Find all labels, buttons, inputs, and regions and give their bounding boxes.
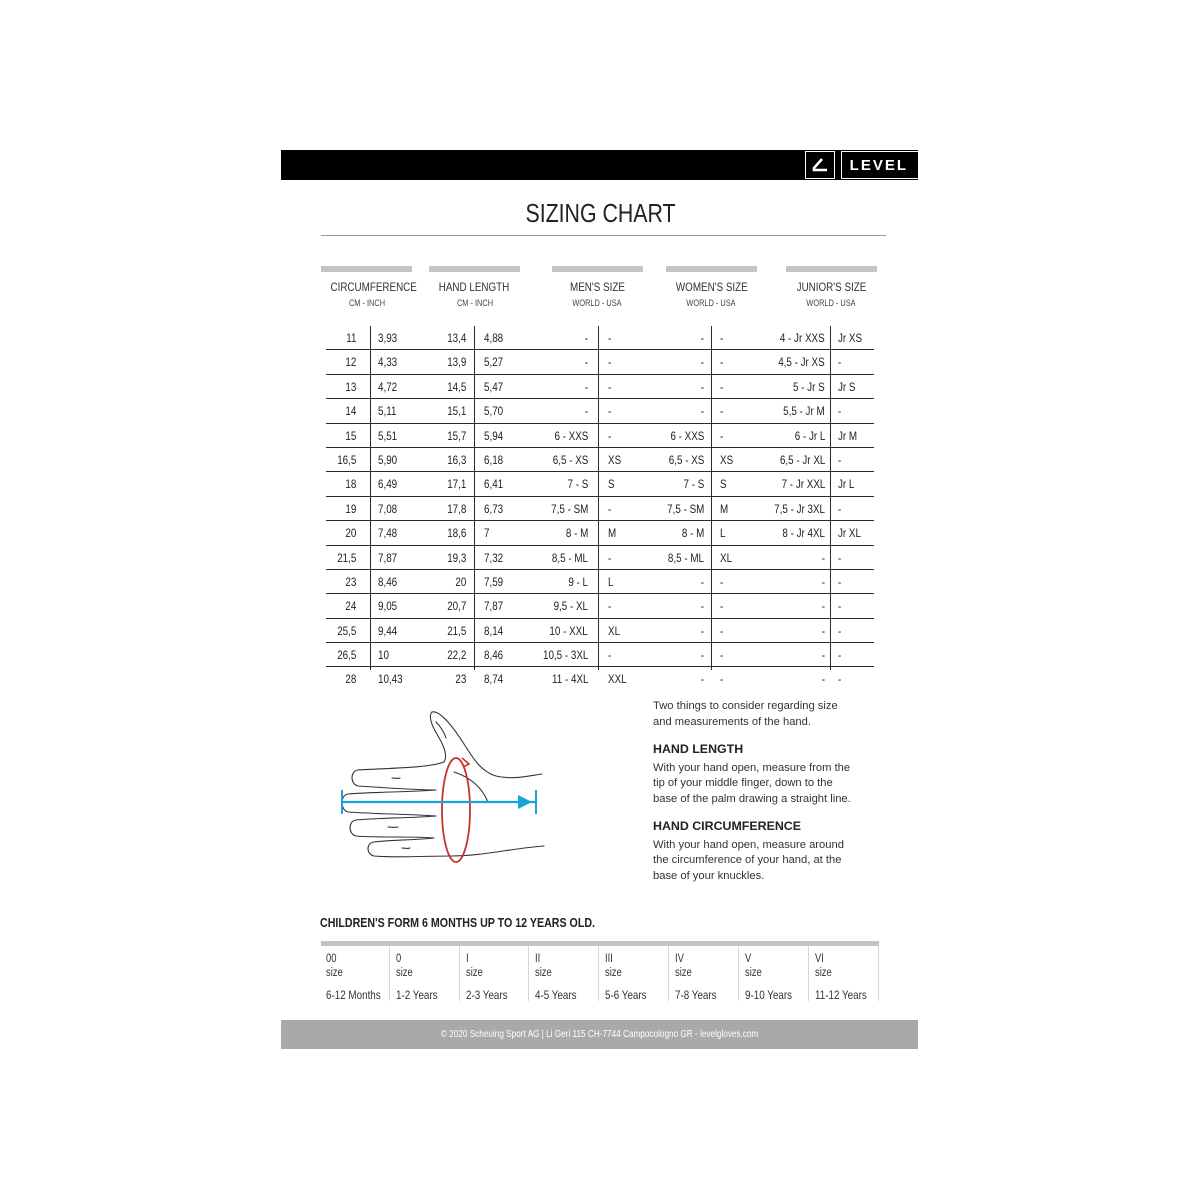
children-size-item [745, 952, 802, 1002]
children-size-code: V [744, 953, 752, 965]
table-row [326, 521, 874, 545]
cell-juniors-usa: - [838, 672, 842, 687]
cell-womens-usa: S [720, 477, 727, 492]
cell-mens-usa: - [608, 428, 612, 443]
cell-mens-usa: - [608, 404, 612, 419]
cell-mens-world: - [584, 331, 588, 345]
table-row [326, 594, 874, 618]
cell-mens-usa: S [608, 477, 615, 492]
cell-circ-cm: 13 [345, 379, 356, 394]
table-row [326, 375, 874, 399]
cell-mens-usa: - [608, 355, 612, 370]
cell-womens-usa: XL [720, 550, 733, 565]
children-size-label: size [744, 967, 762, 979]
children-size-code: IV [675, 953, 684, 965]
cell-circ-cm: 21,5 [336, 550, 356, 565]
cell-length-inch: 6,18 [484, 452, 504, 467]
measurement-instructions [653, 699, 853, 884]
cell-juniors-usa: - [838, 501, 842, 516]
cell-mens-usa: - [608, 379, 612, 394]
children-size-label: size [395, 967, 413, 979]
brand-name: LEVEL [841, 151, 918, 179]
cell-circ-cm: 12 [345, 355, 356, 370]
cell-circ-cm: 16,5 [336, 452, 356, 467]
children-size-divider [808, 946, 809, 1001]
cell-length-cm: 22,2 [446, 648, 466, 663]
cell-circ-inch: 6,49 [378, 477, 398, 492]
cell-circ-inch: 4,33 [378, 355, 398, 370]
cell-womens-usa: - [720, 599, 724, 614]
cell-circ-inch: 5,51 [378, 428, 398, 443]
cell-womens-world: 7,5 - SM [666, 501, 704, 516]
cell-mens-world: 10 - XXL [549, 623, 588, 638]
cell-juniors-world: - [821, 550, 825, 565]
cell-juniors-usa: - [838, 550, 842, 565]
hand-measurement-illustration [332, 706, 550, 866]
table-row [326, 570, 874, 594]
cell-juniors-usa: - [838, 355, 842, 370]
page-title: SIZING CHART [524, 198, 676, 228]
cell-mens-world: - [584, 404, 588, 419]
cell-juniors-world: 7 - Jr XXL [781, 477, 825, 492]
cell-juniors-world: 4,5 - Jr XS [778, 355, 825, 370]
cell-length-cm: 21,5 [446, 623, 466, 638]
cell-circ-inch: 7,08 [378, 501, 398, 516]
cell-circ-inch: 7,48 [378, 526, 398, 541]
cell-length-cm: 15,7 [446, 428, 466, 443]
header-bar [281, 150, 918, 180]
children-size-divider [528, 946, 529, 1001]
cell-womens-world: 8,5 - ML [667, 550, 704, 565]
cell-womens-usa: - [720, 672, 724, 687]
cell-womens-usa: - [720, 379, 724, 394]
children-size-divider [389, 946, 390, 1001]
cell-circ-inch: 7,87 [378, 550, 398, 565]
children-size-item [466, 952, 517, 1002]
cell-womens-world: 8 - M [681, 526, 704, 541]
cell-juniors-usa: - [838, 574, 842, 589]
header-hand-length: HAND LENGTH CM - INCH [429, 266, 520, 308]
cell-length-cm: 17,1 [446, 477, 466, 492]
cell-womens-world: - [700, 379, 704, 394]
cell-length-inch: 7,32 [484, 550, 504, 565]
cell-mens-world: 9,5 - XL [553, 599, 588, 614]
cell-length-inch: 6,73 [484, 501, 504, 516]
children-size-code: I [465, 953, 469, 965]
cell-mens-usa: L [608, 574, 614, 589]
table-row [326, 424, 874, 448]
hand-circumference-heading: HAND CIRCUMFERENCE [653, 819, 801, 833]
cell-circ-inch: 8,46 [378, 574, 398, 589]
cell-length-cm: 23 [455, 672, 466, 687]
children-age-range: 5-6 Years [605, 988, 647, 1002]
cell-length-inch: 7,59 [484, 574, 504, 589]
cell-length-cm: 16,3 [446, 452, 466, 467]
children-size-code: 00 [326, 953, 337, 965]
cell-mens-world: 6,5 - XS [552, 452, 588, 467]
cell-length-cm: 13,4 [446, 331, 466, 345]
cell-mens-usa: - [608, 599, 612, 614]
children-age-range: 9-10 Years [744, 988, 792, 1002]
cell-juniors-usa: - [838, 452, 842, 467]
cell-juniors-usa: Jr L [838, 477, 855, 492]
cell-juniors-world: 6,5 - Jr XL [779, 452, 825, 467]
children-age-range: 11-12 Years [814, 988, 867, 1002]
cell-womens-world: - [700, 623, 704, 638]
cell-juniors-usa: - [838, 623, 842, 638]
cell-womens-usa: - [720, 648, 724, 663]
cell-womens-world: - [700, 331, 704, 345]
cell-juniors-usa: - [838, 648, 842, 663]
children-size-label: size [605, 967, 622, 979]
cell-juniors-world: - [821, 672, 825, 687]
cell-womens-world: - [700, 574, 704, 589]
cell-juniors-usa: Jr S [838, 379, 856, 394]
children-size-label: size [814, 967, 832, 979]
cell-juniors-world: - [821, 623, 825, 638]
cell-mens-usa: M [608, 526, 617, 541]
cell-circ-inch: 9,05 [378, 599, 398, 614]
cell-mens-world: - [584, 355, 588, 370]
cell-mens-usa: - [608, 648, 612, 663]
cell-womens-world: - [700, 404, 704, 419]
cell-mens-usa: - [608, 550, 612, 565]
table-row [326, 643, 874, 667]
table-row [326, 619, 874, 643]
children-size-divider [878, 946, 879, 1001]
children-size-divider [738, 946, 739, 1001]
children-size-item [675, 952, 726, 1002]
header-mens-size: MEN'S SIZE WORLD - USA [552, 266, 643, 308]
cell-length-inch: 5,47 [484, 379, 504, 394]
cell-womens-usa: - [720, 355, 724, 370]
cell-circ-cm: 26,5 [336, 648, 356, 663]
cell-length-inch: 7,87 [484, 599, 504, 614]
cell-circ-cm: 11 [345, 331, 356, 345]
cell-juniors-usa: Jr M [838, 428, 858, 443]
cell-womens-usa: - [720, 574, 724, 589]
cell-mens-world: 7,5 - SM [550, 501, 588, 516]
children-size-code: 0 [395, 953, 402, 965]
cell-womens-usa: XS [720, 452, 734, 467]
cell-juniors-world: 7,5 - Jr 3XL [774, 501, 825, 516]
cell-length-inch: 8,74 [484, 672, 504, 687]
cell-mens-world: - [584, 379, 588, 394]
cell-mens-world: 9 - L [568, 574, 588, 589]
cell-circ-inch: 3,93 [378, 331, 398, 345]
cell-length-cm: 13,9 [446, 355, 466, 370]
cell-juniors-world: 5,5 - Jr M [783, 404, 825, 419]
children-size-divider [668, 946, 669, 1001]
cell-circ-cm: 24 [345, 599, 356, 614]
cell-circ-inch: 5,90 [378, 452, 398, 467]
cell-length-inch: 5,70 [484, 404, 504, 419]
cell-circ-inch: 9,44 [378, 623, 398, 638]
cell-circ-cm: 28 [345, 672, 356, 687]
children-size-label: size [675, 967, 692, 979]
cell-juniors-world: 6 - Jr L [794, 428, 825, 443]
children-size-code: VI [814, 953, 824, 965]
cell-mens-usa: XXL [608, 672, 627, 687]
header-womens-size: WOMEN'S SIZE WORLD - USA [666, 266, 757, 308]
cell-juniors-world: - [821, 648, 825, 663]
children-age-range: 7-8 Years [675, 988, 717, 1002]
cell-length-cm: 20 [455, 574, 466, 589]
cell-juniors-usa: Jr XL [838, 526, 861, 541]
table-row [326, 497, 874, 521]
cell-womens-usa: M [720, 501, 729, 516]
cell-length-cm: 19,3 [446, 550, 466, 565]
cell-length-cm: 17,8 [446, 501, 466, 516]
cell-juniors-world: - [821, 574, 825, 589]
cell-juniors-world: 5 - Jr S [793, 379, 825, 394]
cell-womens-world: - [700, 672, 704, 687]
cell-circ-cm: 19 [345, 501, 356, 516]
table-row [326, 399, 874, 423]
instructions-intro: Two things to consider regarding size and measurements of the hand. [653, 700, 838, 728]
children-size-code: III [605, 953, 614, 965]
cell-length-cm: 15,1 [446, 404, 466, 419]
hand-length-text: With your hand open, measure from the tip of your middle finger, down to the base of the palm drawing a straight line. [653, 761, 851, 805]
children-size-code: II [535, 953, 541, 965]
cell-mens-world: 7 - S [567, 477, 588, 492]
table-row [326, 667, 874, 690]
header-juniors-size: JUNIOR'S SIZE WORLD - USA [786, 266, 877, 308]
cell-juniors-usa: - [838, 404, 842, 419]
cell-juniors-world: 8 - Jr 4XL [782, 526, 825, 541]
table-row [326, 546, 874, 570]
cell-length-cm: 20,7 [446, 599, 466, 614]
cell-circ-cm: 20 [345, 526, 356, 541]
cell-womens-world: 6 - XXS [670, 428, 704, 443]
cell-circ-inch: 10 [378, 648, 389, 663]
cell-womens-world: 6,5 - XS [668, 452, 704, 467]
children-size-label: size [465, 967, 483, 979]
cell-length-inch: 4,88 [484, 331, 504, 345]
cell-mens-world: 6 - XXS [554, 428, 588, 443]
cell-mens-usa: - [608, 331, 612, 345]
children-size-item [396, 952, 447, 1002]
children-size-divider [598, 946, 599, 1001]
footer: © 2020 Scheuing Sport AG | Li Geri 115 CH-7744 Campocologno GR - levelgloves.com [281, 1020, 918, 1049]
cell-length-inch: 7 [484, 526, 490, 541]
cell-circ-inch: 10,43 [378, 672, 403, 687]
table-row [326, 350, 874, 374]
cell-mens-usa: XL [608, 623, 621, 638]
cell-mens-world: 11 - 4XL [551, 672, 588, 687]
cell-mens-world: 10,5 - 3XL [542, 648, 588, 663]
children-age-range: 1-2 Years [395, 988, 438, 1002]
cell-womens-world: - [700, 599, 704, 614]
cell-womens-usa: L [720, 526, 726, 541]
children-size-item [815, 952, 878, 1002]
table-row [326, 472, 874, 496]
children-section-title: CHILDREN'S FORM 6 MONTHS UP TO 12 YEARS OLD. [320, 915, 595, 930]
cell-womens-usa: - [720, 623, 724, 638]
cell-womens-usa: - [720, 331, 724, 345]
children-age-range: 6-12 Months [326, 988, 381, 1002]
cell-womens-usa: - [720, 404, 724, 419]
cell-womens-usa: - [720, 428, 724, 443]
table-row [326, 448, 874, 472]
cell-length-inch: 5,27 [484, 355, 504, 370]
children-size-label: size [535, 967, 553, 979]
cell-circ-inch: 4,72 [378, 379, 398, 394]
cell-length-inch: 5,94 [484, 428, 504, 443]
cell-mens-usa: - [608, 501, 612, 516]
children-size-item [535, 952, 586, 1002]
level-logo-icon [805, 151, 835, 179]
cell-circ-cm: 14 [345, 404, 356, 419]
sizing-table [326, 326, 874, 691]
children-sizes [321, 946, 879, 1001]
children-size-item [605, 952, 656, 1002]
cell-length-inch: 8,14 [484, 623, 504, 638]
header-circumference: CIRCUMFERENCE CM - INCH [321, 266, 412, 308]
cell-length-cm: 14,5 [446, 379, 466, 394]
brand-logo [805, 150, 918, 180]
cell-length-inch: 8,46 [484, 648, 504, 663]
cell-circ-cm: 25,5 [336, 623, 356, 638]
children-size-label: size [326, 967, 343, 979]
cell-circ-inch: 5,11 [378, 404, 397, 419]
cell-juniors-world: 4 - Jr XXS [780, 331, 825, 345]
title-divider [321, 235, 886, 236]
cell-womens-world: 7 - S [683, 477, 704, 492]
cell-length-cm: 18,6 [446, 526, 466, 541]
children-size-item [326, 952, 393, 1002]
cell-mens-world: 8,5 - ML [551, 550, 588, 565]
cell-mens-usa: XS [608, 452, 622, 467]
cell-length-inch: 6,41 [484, 477, 504, 492]
children-size-divider [459, 946, 460, 1001]
children-age-range: 2-3 Years [465, 988, 508, 1002]
table-row [326, 326, 874, 350]
children-age-range: 4-5 Years [535, 988, 577, 1002]
cell-womens-world: - [700, 355, 704, 370]
cell-mens-world: 8 - M [565, 526, 588, 541]
cell-juniors-usa: - [838, 599, 842, 614]
cell-circ-cm: 18 [345, 477, 356, 492]
cell-circ-cm: 15 [345, 428, 356, 443]
cell-juniors-usa: Jr XS [838, 331, 863, 345]
cell-juniors-world: - [821, 599, 825, 614]
hand-circumference-text: With your hand open, measure around the circumference of your hand, at the base of your knuckles. [653, 838, 844, 882]
cell-womens-world: - [700, 648, 704, 663]
cell-circ-cm: 23 [345, 574, 356, 589]
hand-length-heading: HAND LENGTH [653, 742, 744, 756]
